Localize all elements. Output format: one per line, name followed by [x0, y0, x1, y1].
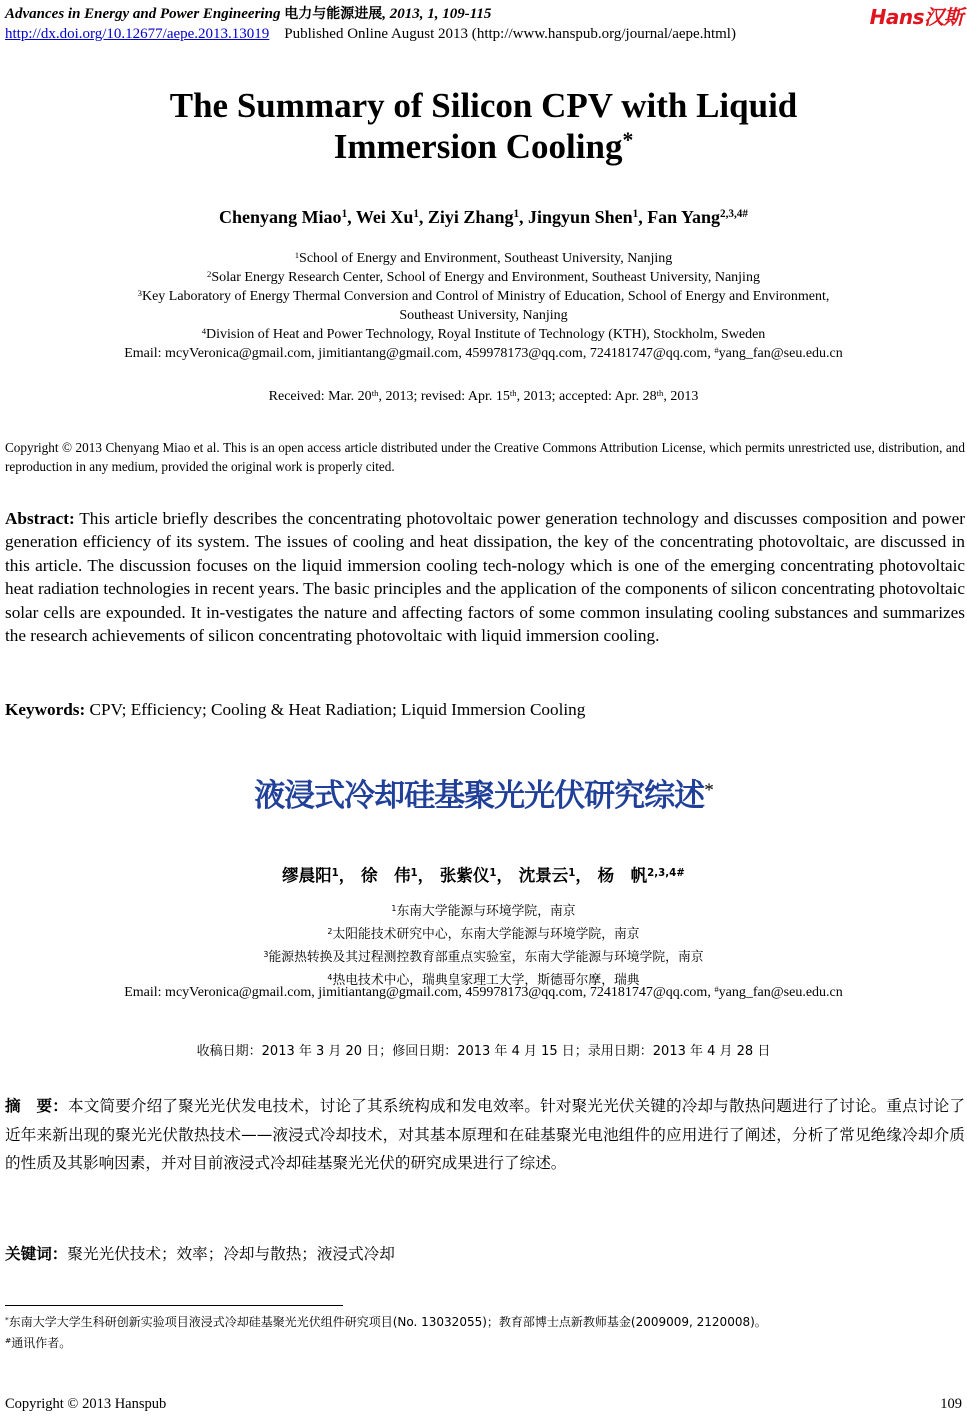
affiliation-mark: 3 [137, 287, 142, 298]
email-line-cn [0, 985, 967, 1001]
received-part: Received: Mar. 20 [268, 389, 372, 404]
author [219, 207, 356, 227]
author-separator: ， [575, 866, 592, 885]
published-text: Published Online August 2013 ( [284, 26, 477, 42]
accepted-part: , 2013; accepted: Apr. 28 [516, 389, 657, 404]
author-affiliation-mark: 1 [341, 208, 348, 221]
page-number: 109 [940, 1396, 962, 1412]
footnote-text: 东南大学大学生科研创新实验项目液浸式冷却硅基聚光光伏组件研究项目(No. 13032055)；教育部博士点新教师基金(2009009, 2120008)。 [8, 1315, 767, 1329]
author-affiliation-mark: 2,3,4# [647, 867, 685, 879]
corresponding-email: yang_fan@seu.edu.cn [718, 985, 843, 1000]
author-list-en [0, 207, 967, 228]
author [356, 207, 428, 227]
author-separator: , [519, 207, 529, 227]
abstract-cn-body: 本文简要介绍了聚光光伏发电技术，讨论了其系统构成和发电效率。针对聚光光伏关键的冷却与散热问题进行了讨论。重点讨论了近年来新出现的聚光光伏散热技术——液浸式冷却技术，对其基本原理和在硅基聚光电池组件的应用进行了阐述，分析了常见绝缘冷却介质的性质及其影响因素，并对目前液浸式冷却硅基聚光光伏的研究成果进行了综述。 [5, 1097, 965, 1173]
received-dates-cn: 收稿日期：2013 年 3 月 20 日；修回日期：2013 年 4 月 15 日；录用日期：2013 年 4 月 28 日 [196, 1044, 771, 1059]
author-list-cn [0, 862, 967, 886]
corresponding-mark: # [714, 344, 719, 355]
keywords-list: CPV; Efficiency; Cooling & Heat Radiation; Liquid Immersion Cooling [85, 700, 586, 719]
footnote-divider [5, 1305, 343, 1306]
journal-name-en: Advances in Energy and Power Engineering [5, 6, 281, 22]
abstract-body: This article briefly describes the concentrating photovoltaic power generation technology and discusses composition and power generation efficiency of its system. The issues of cooling and heat dissipation, the key of the concentrating photovoltaic, are discussed in this article. The discussion focuses on the liquid immersion cooling tech-nology which is one of the emerging concentrating photovoltaic heat radiation technologies in recent years. The basic principles and the application of the components of silicon concentrating photovoltaic solar cells are expounded. It in-vestigates the nature and affecting factors of some common insulating cooling substances and summarizes the research achievements of silicon concentrating photovoltaic with liquid immersion cooling. [5, 509, 965, 646]
affiliation-line [0, 306, 967, 325]
affiliation-text: Division of Heat and Power Technology, Royal Institute of Technology (KTH), Stockholm, Sweden [206, 327, 766, 342]
affiliation-text: Solar Energy Research Center, School of Energy and Environment, Southeast University, Nanjing [211, 270, 760, 285]
affiliation-line [0, 287, 967, 306]
abstract-en [5, 507, 965, 647]
affiliation-mark: 1 [391, 904, 397, 914]
email-addresses: Email: mcyVeronica@gmail.com, jimitiantang@gmail.com, 459978173@qq.com, 724181747@qq.com, [124, 985, 715, 1000]
keywords-label: Keywords: [5, 700, 86, 719]
author-affiliation-mark: 1 [489, 867, 497, 879]
author-cn [598, 866, 685, 885]
paper-title-en [0, 85, 967, 167]
author-affiliation-mark: 1 [632, 208, 639, 221]
author-separator: , [418, 207, 428, 227]
author-name: Ziyi Zhang [427, 207, 514, 227]
affiliation-mark: 4 [327, 973, 333, 983]
author-name: 沈景云 [518, 866, 569, 885]
author-separator: , [347, 207, 356, 227]
author-separator: ， [496, 866, 514, 885]
corresponding-mark: # [714, 983, 719, 994]
title-line-1: The Summary of Silicon CPV with Liquid [169, 86, 798, 125]
journal-name-cn: 电力与能源进展 [284, 6, 383, 22]
affiliation-mark: 3 [263, 950, 269, 960]
author-cn [361, 866, 434, 885]
affiliation-mark: 1 [294, 249, 300, 260]
email-line-en [0, 344, 967, 363]
revised-part: , 2013; revised: Apr. 15 [378, 389, 510, 404]
year-part: , 2013 [663, 389, 699, 404]
ordinal-suffix: th [656, 387, 664, 398]
keywords-cn-label: 关键词： [5, 1245, 68, 1263]
author-name: 杨 帆 [597, 866, 648, 885]
paper-title-cn [0, 770, 967, 815]
author-affiliation-mark: 2,3,4# [720, 208, 748, 221]
title-cn-text: 液浸式冷却硅基聚光光伏研究综述 [254, 778, 705, 814]
title-line-2 [0, 126, 967, 167]
abstract-cn-label: 摘 要： [5, 1097, 68, 1115]
affiliation-mark: 2 [207, 268, 212, 279]
author-name: Jingyun Shen [528, 207, 633, 227]
author-name: Wei Xu [355, 207, 414, 227]
author [528, 207, 647, 227]
affiliations-cn [0, 900, 967, 992]
affiliation-line-cn [0, 923, 967, 946]
author-affiliation-mark: 1 [410, 867, 418, 879]
affiliation-text: 能源热转换及其过程测控教育部重点实验室，东南大学能源与环境学院，南京 [268, 950, 704, 965]
footnote-mark: * [5, 1315, 9, 1325]
keywords-cn-list: 聚光光伏技术；效率；冷却与散热；液浸式冷却 [67, 1245, 395, 1263]
author [647, 207, 748, 227]
author-cn [282, 866, 355, 885]
author [428, 207, 528, 227]
published-close: ) [730, 26, 736, 42]
author-affiliation-mark: 1 [568, 867, 576, 879]
journal-citation: , 2013, 1, 109-115 [382, 6, 492, 22]
keywords-en [5, 700, 585, 720]
affiliation-line-cn [0, 946, 967, 969]
doi-line [5, 26, 736, 43]
keywords-cn [5, 1242, 395, 1264]
author-name: 缪晨阳 [282, 866, 332, 885]
ordinal-suffix: th [371, 387, 379, 398]
affiliation-mark: 2 [327, 927, 333, 937]
author-name: 徐 伟 [361, 866, 411, 885]
author-separator: ， [338, 866, 356, 885]
title-line-2-text: Immersion Cooling [333, 127, 623, 166]
affiliation-line [0, 249, 967, 268]
author-name: Fan Yang [647, 207, 721, 227]
ordinal-suffix: th [509, 387, 517, 398]
journal-url-link[interactable]: http://www.hanspub.org/journal/aepe.html [476, 26, 731, 42]
footnote-mark: # [5, 1336, 12, 1346]
footnote [5, 1312, 767, 1333]
affiliation-line [0, 325, 967, 344]
author-affiliation-mark: 1 [513, 208, 520, 221]
affiliation-text: School of Energy and Environment, Southeast University, Nanjing [299, 251, 673, 266]
journal-header [5, 3, 491, 23]
abstract-cn [5, 1092, 965, 1178]
footnote-text: 通讯作者。 [11, 1336, 72, 1350]
affiliation-text: 太阳能技术研究中心，东南大学能源与环境学院，南京 [332, 927, 640, 942]
title-cn-footnote-mark: * [704, 780, 713, 802]
affiliation-text: 热电技术中心，瑞典皇家理工大学，斯德哥尔摩，瑞典 [332, 973, 640, 988]
title-footnote-mark: * [622, 128, 634, 153]
affiliation-line [0, 268, 967, 287]
author-affiliation-mark: 1 [331, 867, 339, 879]
author-separator: ， [417, 866, 435, 885]
affiliation-line-cn [0, 900, 967, 923]
author-affiliation-mark: 1 [413, 208, 419, 221]
affiliations-en [0, 249, 967, 363]
affiliation-text: Southeast University, Nanjing [399, 308, 568, 323]
author-name: 张紫仪 [439, 866, 490, 885]
affiliation-text: 东南大学能源与环境学院，南京 [396, 904, 576, 919]
author-cn [519, 866, 592, 885]
footnotes [5, 1312, 767, 1354]
affiliation-mark: 4 [201, 325, 207, 336]
abstract-label: Abstract: [5, 509, 75, 528]
author-separator: , [638, 207, 648, 227]
affiliation-text: Key Laboratory of Energy Thermal Conversion and Control of Ministry of Education, School of Energy and Environment, [141, 289, 830, 304]
doi-link[interactable]: http://dx.doi.org/10.12677/aepe.2013.13019 [5, 26, 270, 42]
hanspub-logo: Hans汉斯 [869, 5, 963, 29]
author-name: Chenyang Miao [219, 207, 342, 227]
received-dates-en [0, 389, 967, 405]
footnote [5, 1333, 767, 1354]
copyright-notice: Copyright © 2013 Chenyang Miao et al. This is an open access article distributed under the Creative Commons Attribution License, which permits unrestricted use, distribution, and reproduction in any medium, provided the original work is properly cited. [5, 440, 965, 474]
footer-copyright: Copyright © 2013 Hanspub [5, 1396, 167, 1412]
corresponding-email: yang_fan@seu.edu.cn [718, 346, 843, 361]
author-cn [440, 866, 513, 885]
email-addresses: Email: mcyVeronica@gmail.com, jimitiantang@gmail.com, 459978173@qq.com, 724181747@qq.com, [124, 346, 715, 361]
